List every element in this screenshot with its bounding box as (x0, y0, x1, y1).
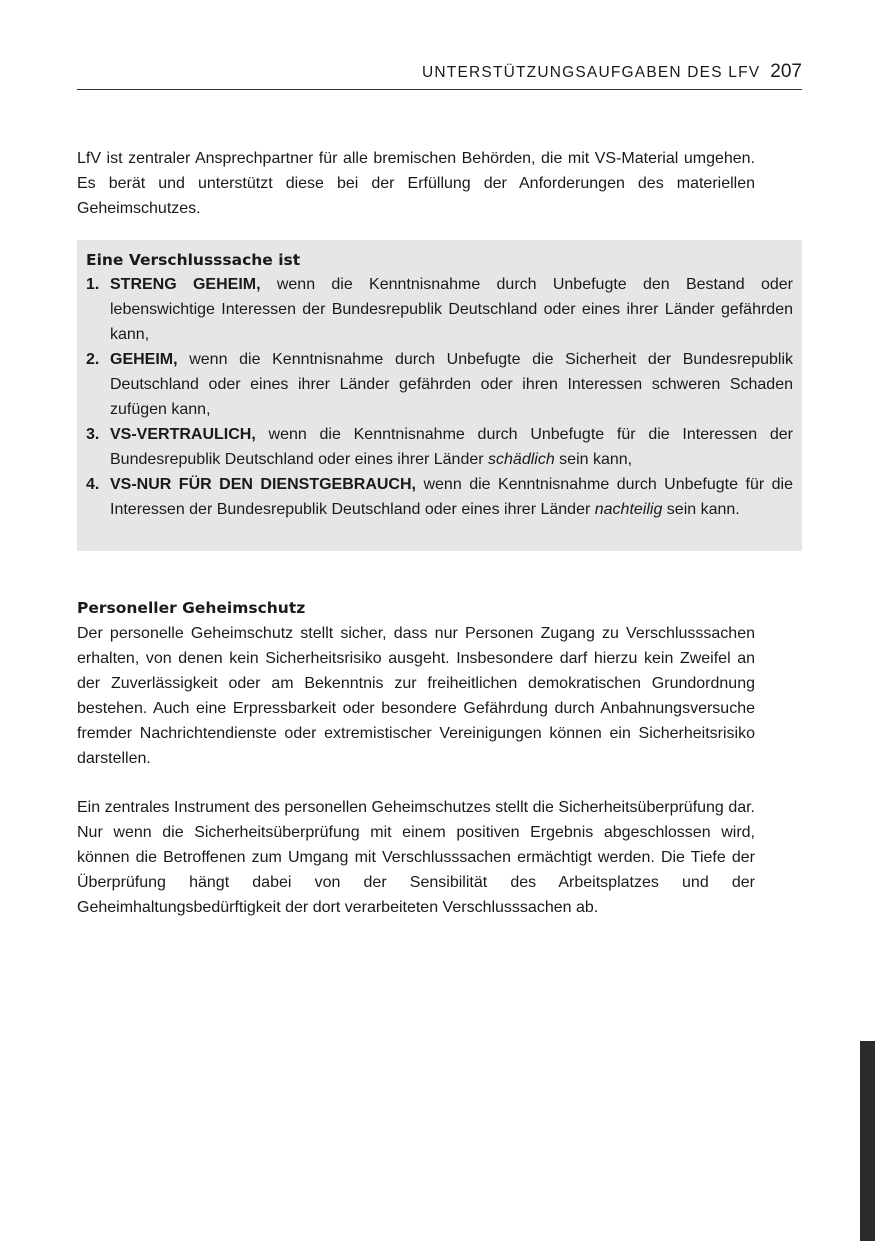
list-item (86, 272, 793, 347)
list-item-number: 3. (86, 426, 100, 443)
section-paragraph: Ein zentrales Instrument des personellen Geheimschutzes stellt die Sicherheitsüberprüfung dar. Nur wenn die Sicherheitsüberprüfung mit einem positiven Ergebnis abgeschlossen wird, können die Betroffenen zum Umgang mit Verschlusssachen ermächtigt werden. Die Tiefe der Überprüfung hängt dabei von der Sensibilität des Arbeitsplatzes und der Geheimhaltungsbedürftigkeit der dort verarbeiteten Verschlusssachen ab. (77, 799, 755, 916)
section-heading: Personeller Geheimschutz (77, 599, 306, 617)
list-item-text: wenn die Kenntnisnahme durch Unbefugte die Sicherheit der Bundesrepublik Deutschland oder eines ihrer Länder gefährden oder ihren Interessen schweren Schaden zufügen kann, (110, 351, 793, 418)
classification-term: VS-VERTRAULICH, (110, 426, 256, 443)
classification-term: GEHEIM, (110, 351, 178, 368)
classification-term: STRENG GEHEIM, (110, 276, 261, 293)
list-item-number: 1. (86, 276, 100, 293)
list-item (86, 472, 793, 522)
classification-term: VS-NUR FÜR DEN DIENSTGEBRAUCH, (110, 476, 416, 493)
list-item-emphasis: schädlich (488, 451, 555, 468)
running-header-title: UNTERSTÜTZUNGSAUFGABEN DES LFV (422, 64, 761, 81)
running-header (77, 58, 802, 90)
thumb-index-tab (860, 1041, 875, 1241)
intro-paragraph: LfV ist zentraler Ansprechpartner für alle bremischen Behörden, die mit VS-Material umgehen. Es berät und unterstützt diese bei der Erfüllung der Anforderungen des materiellen Geheimschutzes. (77, 150, 755, 217)
classification-list (86, 272, 793, 522)
list-item-text-after: sein kann, (554, 451, 633, 468)
list-item-text-after: sein kann. (662, 501, 740, 518)
info-box (77, 240, 802, 551)
list-item (86, 347, 793, 422)
list-item-text: wenn die Kenntnisnahme durch Unbefugte für die Interessen der Bundesrepublik Deutschland oder eines ihrer Länder (110, 476, 793, 518)
list-item-text: wenn die Kenntnisnahme durch Unbefugte für die Interessen der Bundesrepublik Deutschland oder eines ihrer Länder (110, 426, 793, 468)
list-item-number: 4. (86, 476, 100, 493)
info-box-heading: Eine Verschlusssache ist (86, 251, 301, 269)
list-item-number: 2. (86, 351, 100, 368)
list-item (86, 422, 793, 472)
list-item-text: wenn die Kenntnisnahme durch Unbefugte den Bestand oder lebenswichtige Interessen der Bundesrepublik Deutschland oder eines ihrer Länder gefährden kann, (110, 276, 794, 343)
section-paragraph: Der personelle Geheimschutz stellt sicher, dass nur Personen Zugang zu Verschlusssachen erhalten, von denen kein Sicherheitsrisiko ausgeht. Insbesondere darf hierzu kein Zweifel an der Zuverlässigkeit oder am Bekenntnis zur freiheitlichen demokratischen Grundordnung bestehen. Auch eine Erpressbarkeit oder besondere Gefährdung durch Anbahnungsversuche fremder Nachrichtendienste oder extremistischer Vereinigungen können ein Sicherheitsrisiko darstellen. (77, 625, 755, 767)
list-item-emphasis: nachteilig (594, 501, 663, 518)
page-number: 207 (770, 61, 802, 82)
